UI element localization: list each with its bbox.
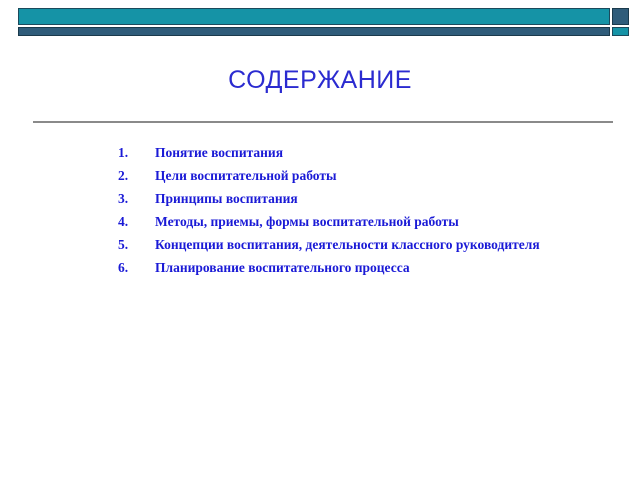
list-item	[118, 256, 598, 279]
list-item-number: 2.	[118, 168, 129, 183]
banner-underbar	[18, 27, 610, 36]
list-item-text: Концепции воспитания, деятельности классного руководителя	[155, 237, 540, 252]
list-item-text: Понятие воспитания	[155, 145, 284, 160]
title-divider	[33, 121, 613, 123]
list-item	[118, 141, 598, 164]
list-item-number: 6.	[118, 260, 129, 275]
list-item	[118, 233, 598, 256]
list-item	[118, 210, 598, 233]
banner-bar	[18, 8, 610, 25]
banner-square	[612, 8, 629, 25]
slide-title: СОДЕРЖАНИЕ	[228, 66, 412, 94]
banner-under-square	[612, 27, 629, 36]
list-item-text: Планирование воспитательного процесса	[155, 260, 410, 275]
list-item-number: 3.	[118, 191, 129, 206]
list-item-number: 4.	[118, 214, 129, 229]
list-item-number: 5.	[118, 237, 129, 252]
list-item	[118, 187, 598, 210]
list-item	[118, 164, 598, 187]
list-item-text: Принципы воспитания	[155, 191, 298, 206]
list-item-number: 1.	[118, 145, 129, 160]
list-item-text: Цели воспитательной работы	[155, 168, 337, 183]
list-item-text: Методы, приемы, формы воспитательной работы	[155, 214, 459, 229]
contents-list	[118, 141, 598, 279]
top-banner	[18, 8, 629, 36]
